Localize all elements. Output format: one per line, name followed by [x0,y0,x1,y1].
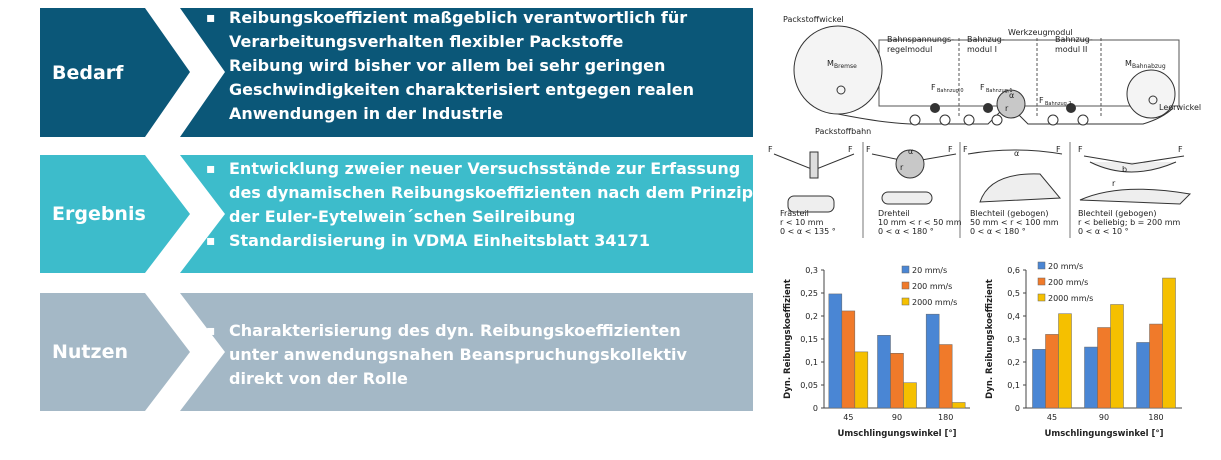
y-tick-label: 0,3 [1007,335,1020,344]
legend-swatch [902,282,909,289]
legend-swatch [902,298,909,305]
x-tick-label: 180 [938,413,954,422]
tool-line2: 0 < α < 180 ° [878,227,934,236]
bullet-list [206,157,753,253]
legend-swatch [1038,278,1045,285]
label-f2: F [1039,96,1044,105]
label-bahnzug-2b: modul II [1055,45,1088,54]
tool-name: Drehteil [878,209,910,218]
x-tick-label: 45 [1046,413,1058,422]
bar-chart-right [978,258,1188,448]
svg-text:F: F [1078,145,1083,154]
svg-text:F: F [963,145,968,154]
x-tick-label: 90 [1098,413,1110,422]
tool-line1: 10 mm < r < 50 mm [878,218,962,227]
label-f2-sub: Bahnzug,2 [1045,101,1072,107]
svg-text:F: F [848,145,853,154]
legend-label: 2000 mm/s [912,298,958,307]
tool-line2: 0 < α < 10 ° [1078,227,1129,236]
y-tick-label: 0 [1014,404,1020,413]
bar [1163,278,1176,408]
tool-line2: 0 < α < 180 ° [970,227,1026,236]
bar [904,383,917,408]
label-f0-sub: Bahnzug,0 [937,88,964,94]
bullet-item [206,157,753,229]
y-tick-label: 0,4 [1007,312,1020,321]
svg-text:F: F [1056,145,1061,154]
y-tick-label: 0,1 [805,358,818,367]
bar [878,335,891,408]
tool-name: Frästeil [780,209,809,218]
label-alpha: α [1009,91,1015,100]
label-packstoffbahn: Packstoffbahn [815,127,872,136]
bullet-text: Entwicklung zweier neuer Versuchsstände zur Erfassung des dynamischen Reibungskoeffizienten nach dem Prinzip der Euler-Eytelwein´schen Seilreibung [229,159,753,226]
label-m-bremse-sub: Bremse [834,63,857,70]
y-tick-label: 0,05 [800,381,818,390]
label-leerwickel: Leerwickel [1159,103,1202,112]
bar [1059,314,1072,408]
label-m-bahnabzug-sub: Bahnabzug [1132,63,1166,70]
x-axis-label: Umschlingungswinkel [°] [837,429,957,439]
bullet-item: ▪ Standardisierung in VDMA Einheitsblatt 34171 [206,229,753,253]
bar [1046,334,1059,408]
label-f0: F [931,83,936,92]
bar [939,345,952,408]
svg-text:b: b [1122,165,1128,174]
tool-line1: r < 10 mm [780,218,824,227]
bar [842,311,855,408]
label-bahnspannung-1: Bahnspannungs- [887,35,955,44]
bar [1098,328,1111,409]
bullet-item: ▪ Reibungskoeffizient maßgeblich verantwortlich für Verarbeitungsverhalten flexibler Packstoffe [206,6,726,54]
band-bedarf [40,8,753,137]
bar [1137,342,1150,408]
legend-swatch [1038,262,1045,269]
label-m-bahnabzug: M [1125,59,1132,68]
tool-name: Blechteil (gebogen) [970,209,1049,218]
bar [926,314,939,408]
band-label: Nutzen [52,341,128,363]
tool-blechteil-2 [1078,145,1190,236]
y-tick-label: 0,25 [800,289,818,298]
tool-fraesteil [768,145,854,236]
x-tick-label: 180 [1148,413,1164,422]
legend-label: 2000 mm/s [1048,294,1094,303]
legend-label: 200 mm/s [1048,278,1089,287]
legend-label: 200 mm/s [912,282,953,291]
svg-text:F: F [948,145,953,154]
svg-text:α: α [908,147,914,156]
label-bahnspannung-2: regelmodul [887,45,933,54]
label-m-bremse: M [827,59,834,68]
label-r: r [1005,104,1009,113]
band-label: Ergebnis [52,203,146,225]
bullet-item: ▪ Charakterisierung des dyn. Reibungskoeffizienten unter anwendungsnahen Beanspruchungskollektiv direkt von der Rolle [206,319,706,391]
svg-text:r: r [1112,179,1116,188]
tool-line1: 50 mm < r < 100 mm [970,218,1059,227]
label-f1-sub: Bahnzug,1 [986,88,1013,94]
y-tick-label: 0,3 [805,266,818,275]
label-bahnzug-1b: modul I [967,45,997,54]
y-tick-label: 0,2 [805,312,818,321]
bar [1085,347,1098,408]
band-ergebnis [40,155,753,273]
bullet-list [206,319,753,391]
y-tick-label: 0,15 [800,335,818,344]
x-tick-label: 45 [843,413,854,422]
tool-blechteil-1 [963,145,1062,236]
y-tick-label: 0,5 [1007,289,1020,298]
tool-geometry-panel [760,142,1200,238]
bar [855,352,868,408]
band-nutzen [40,293,753,411]
bullet-item: ▪ Reibung wird bisher vor allem bei sehr geringen Geschwindigkeiten charakterisiert entgegen realen Anwendungen in der Industrie [206,54,726,126]
packstoffwickel-roll [794,26,882,114]
legend-label: 20 mm/s [1048,262,1084,271]
bar [1111,305,1124,409]
label-bahnzug-2a: Bahnzug- [1055,35,1093,44]
y-axis-label: Dyn. Reibungskoeffizient [783,279,793,399]
svg-text:α: α [1014,149,1020,158]
label-bahnzug-1a: Bahnzug- [967,35,1005,44]
svg-text:F: F [1178,145,1183,154]
label-werkzeugmodul: Werkzeugmodul [1008,28,1073,37]
bar [1150,324,1163,408]
tool-drehteil [866,145,962,236]
bullet-list [206,6,753,126]
tool-line2: 0 < α < 135 ° [780,227,836,236]
bar-chart-left [776,258,976,448]
svg-text:r: r [900,163,904,172]
label-packstoffwickel: Packstoffwickel [783,15,844,24]
legend-label: 20 mm/s [912,266,948,275]
x-axis-label: Umschlingungswinkel [°] [1044,429,1164,439]
tool-name: Blechteil (gebogen) [1078,209,1157,218]
y-tick-label: 0,2 [1007,358,1020,367]
bar [891,353,904,408]
label-f1: F [980,83,985,92]
bar [1033,349,1046,408]
y-tick-label: 0 [812,404,818,413]
svg-text:F: F [866,145,871,154]
x-tick-label: 90 [891,413,903,422]
legend-swatch [902,266,909,273]
svg-text:F: F [768,145,773,154]
band-label: Bedarf [52,62,124,84]
bar [829,294,842,408]
y-tick-label: 0,6 [1007,266,1020,275]
y-axis-label: Dyn. Reibungskoeffizient [985,279,995,399]
y-tick-label: 0,1 [1007,381,1020,390]
machine-schematic [783,8,1208,138]
bar [952,402,965,408]
tool-line1: r < beliebig; b = 200 mm [1078,218,1181,227]
legend-swatch [1038,294,1045,301]
